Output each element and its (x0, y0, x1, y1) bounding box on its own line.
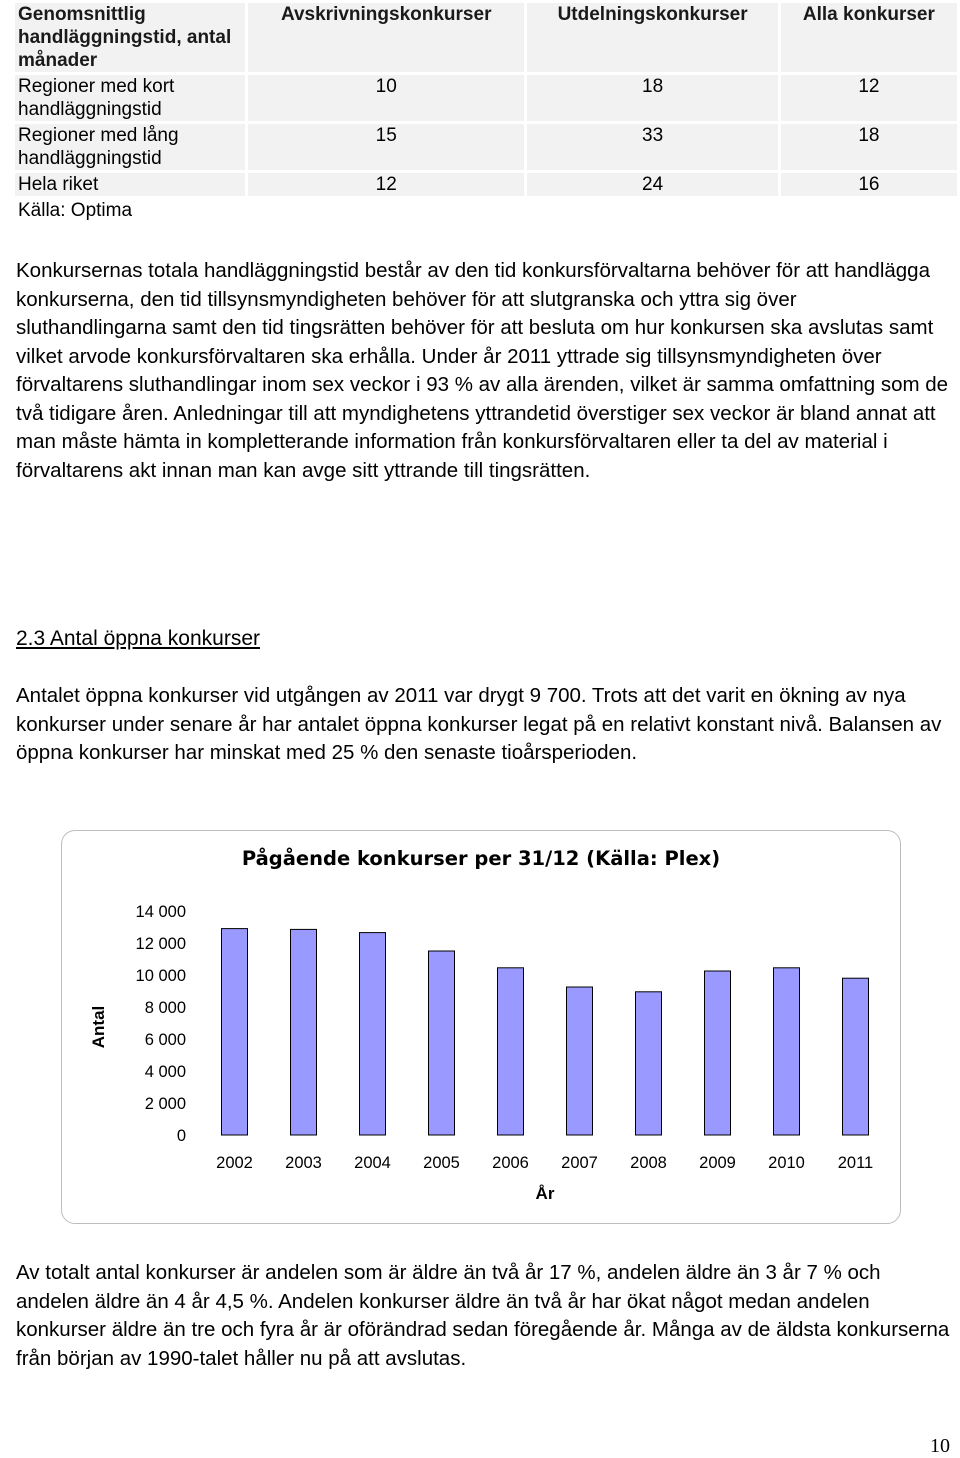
bar (360, 933, 386, 1135)
bar (705, 971, 731, 1135)
table-cell: 33 (527, 124, 777, 170)
x-tick-label: 2009 (699, 1154, 736, 1172)
row-label: Regioner med kort handläggningstid (15, 75, 245, 121)
bar (774, 968, 800, 1135)
handlaggningstid-table (12, 0, 960, 225)
section-heading (16, 625, 260, 653)
table-row (15, 124, 957, 170)
y-tick-label: 12 000 (135, 935, 186, 953)
bar (567, 987, 593, 1135)
x-tick-label: 2008 (630, 1154, 667, 1172)
y-axis-label: Antal (89, 1005, 108, 1049)
table-cell: 16 (781, 173, 957, 196)
x-tick-label: 2002 (216, 1154, 253, 1172)
table-cell: 24 (527, 173, 777, 196)
bar (291, 929, 317, 1135)
table-header-cell: Genomsnittlig handläggningstid, antal månader (15, 3, 245, 72)
x-tick-label: 2004 (354, 1154, 391, 1172)
y-tick-label: 8 000 (144, 999, 186, 1017)
plot-area (136, 903, 874, 1172)
y-tick-label: 4 000 (144, 1063, 186, 1081)
y-tick-label: 10 000 (135, 967, 186, 985)
body-paragraph: Av totalt antal konkurser är andelen som är äldre än två år 17 %, andelen äldre än 3 år 7 % och andelen äldre än 4 år 4,5 %. Andelen konkurser äldre än två år har ökat något medan andelen konkurser äldre än tre och fyra år är oförändrad sedan föregående år. Många av de äldsta konkurserna från början av 1990-talet håller nu på att avslutas. (16, 1261, 950, 1370)
table-source-row (15, 199, 957, 222)
x-tick-label: 2006 (492, 1154, 529, 1172)
table-cell: 12 (248, 173, 524, 196)
y-tick-label: 2 000 (144, 1095, 186, 1113)
table-cell: 15 (248, 124, 524, 170)
page-number: 10 (930, 1435, 950, 1457)
table-row (15, 173, 957, 196)
bar (843, 978, 869, 1135)
table-header-row (15, 3, 957, 72)
row-label: Hela riket (15, 173, 245, 196)
row-label: Regioner med lång handläggningstid (15, 124, 245, 170)
body-paragraph: Konkursernas totala handläggningstid består av den tid konkursförvaltarna behöver för att handlägga konkurserna, den tid tillsynsmyndigheten behöver för att slutgranska och yttra sig över sluthandlingarna samt den tid tingsrätten behöver för att besluta om hur konkursen ska avslutas samt vilket arvode konkursförvaltaren ska erhålla. Under år 2011 yttrade sig tillsynsmyndigheten över förvaltarens sluthandlingar inom sex veckor i 93 % av alla ärenden, vilket är samma omfattning som de två tidigare åren. Anledningar till att myndighetens yttrandetid överstiger sex veckor är bland annat att man måste hämta in kompletterande information från konkursförvaltaren eller ta del av material i förvaltarens akt innan man kan avge sitt yttrande till tingsrätten. (16, 259, 949, 482)
x-tick-label: 2005 (423, 1154, 460, 1172)
y-tick-label: 6 000 (144, 1031, 186, 1049)
table-cell: 18 (781, 124, 957, 170)
table-cell: 10 (248, 75, 524, 121)
x-tick-label: 2011 (837, 1154, 874, 1172)
x-axis-label: År (535, 1184, 555, 1203)
bar (498, 968, 524, 1135)
bar-chart (61, 830, 901, 1224)
x-tick-label: 2007 (561, 1154, 598, 1172)
bar (636, 992, 662, 1135)
chart-canvas (62, 831, 900, 1223)
bar (429, 951, 455, 1135)
table-source: Källa: Optima (15, 199, 957, 222)
body-paragraph: Antalet öppna konkurser vid utgången av 2011 var drygt 9 700. Trots att det varit en ökning av nya konkurser under senare år har antalet öppna konkurser legat på en relativt konstant nivå. Balansen av öppna konkurser har minskat med 25 % den senaste tioårsperioden. (16, 684, 942, 764)
table-cell: 18 (527, 75, 777, 121)
chart-title: Pågående konkurser per 31/12 (Källa: Plex) (241, 847, 721, 870)
table-header-cell: Alla konkurser (781, 3, 957, 72)
x-tick-label: 2003 (285, 1154, 322, 1172)
table-header-cell: Utdelningskonkurser (527, 3, 777, 72)
table-row (15, 75, 957, 121)
x-tick-label: 2010 (768, 1154, 805, 1172)
section-heading-text: 2.3 Antal öppna konkurser (16, 627, 261, 650)
table-header-cell: Avskrivningskonkurser (248, 3, 524, 72)
y-tick-label: 14 000 (135, 903, 186, 921)
bar (222, 929, 248, 1135)
table-cell: 12 (781, 75, 957, 121)
y-tick-label: 0 (176, 1127, 186, 1145)
